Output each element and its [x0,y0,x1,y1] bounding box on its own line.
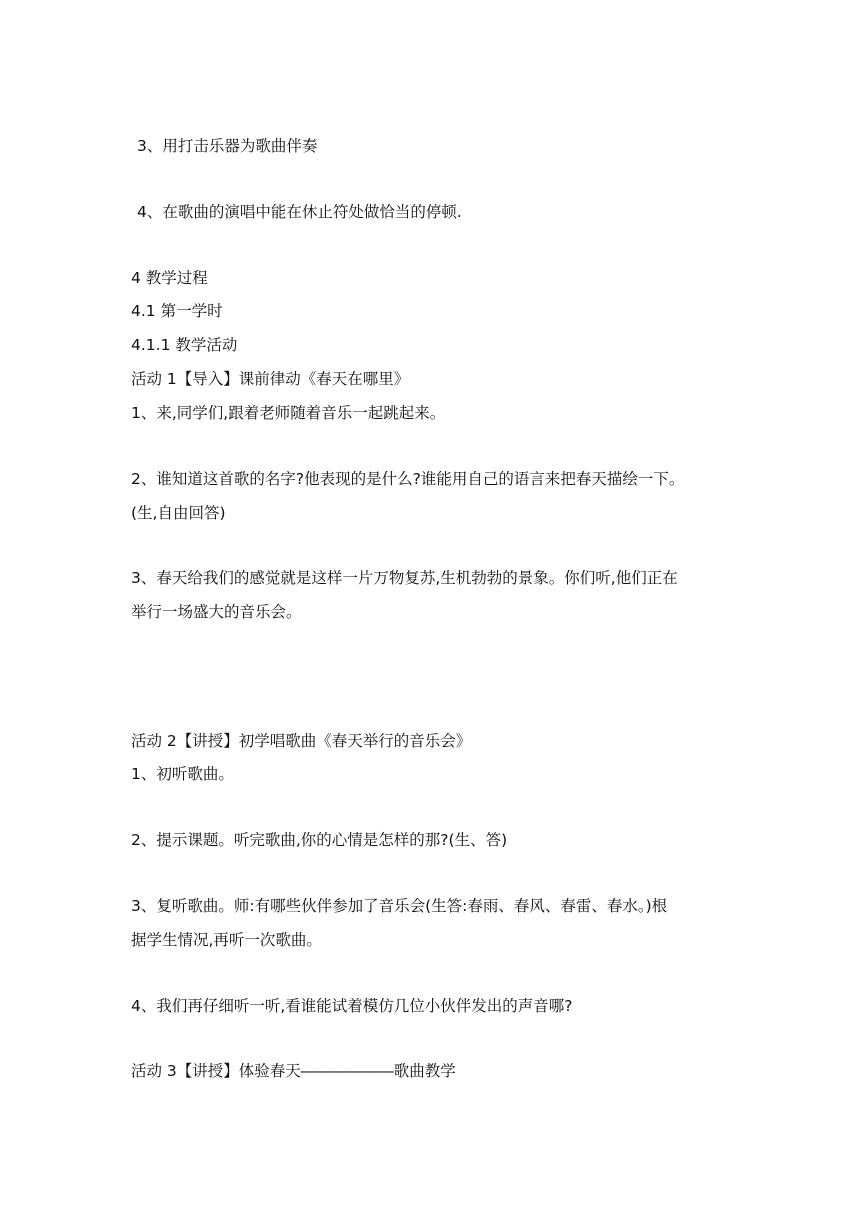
objective-3: 3、用打击乐器为歌曲伴奏 [137,137,318,155]
activity-1-step-2-cont: (生,自由回答) [131,504,226,522]
activity-3-title: 活动 3【讲授】体验春天――――――歌曲教学 [131,1062,456,1080]
subsection-heading: 4.1 第一学时 [131,302,223,320]
activity-2-title: 活动 2【讲授】初学唱歌曲《春天举行的音乐会》 [131,732,472,750]
activity-1-step-3: 3、春天给我们的感觉就是这样一片万物复苏,生机勃勃的景象。你们听,他们正在 [131,569,678,587]
objective-4: 4、在歌曲的演唱中能在休止符处做恰当的停顿. [137,203,462,221]
activity-2-step-1: 1、初听歌曲。 [131,765,234,783]
activity-1-step-3-cont: 举行一场盛大的音乐会。 [131,603,302,621]
activity-1-title: 活动 1【导入】课前律动《春天在哪里》 [131,370,410,388]
section-heading: 4 教学过程 [131,269,208,287]
activity-2-step-2: 2、提示课题。听完歌曲,你的心情是怎样的那?(生、答) [131,831,508,849]
subsubsection-heading: 4.1.1 教学活动 [131,336,238,354]
activity-1-step-1: 1、来,同学们,跟着老师随着音乐一起跳起来。 [131,404,446,422]
activity-2-step-3: 3、复听歌曲。师:有哪些伙伴参加了音乐会(生答:春雨、春风、春雷、春水。)根 [131,897,668,915]
activity-1-step-2: 2、谁知道这首歌的名字?他表现的是什么?谁能用自己的语言来把春天描绘一下。 [131,470,685,488]
activity-2-step-4: 4、我们再仔细听一听,看谁能试着模仿几位小伙伴发出的声音哪? [131,997,573,1015]
activity-2-step-3-cont: 据学生情况,再听一次歌曲。 [131,931,322,949]
